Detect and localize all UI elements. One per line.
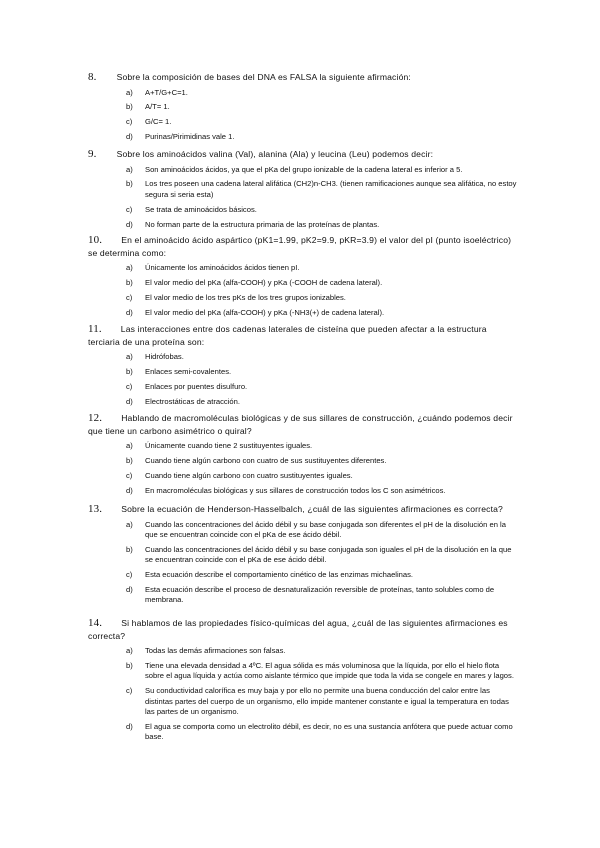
option-text: En macromoléculas biológicas y sus sillares de construcción todos los C son asimétricos. [145, 485, 446, 495]
option-text: Cuando tiene algún carbono con cuatro de sus sustituyentes diferentes. [145, 456, 387, 466]
option-d [88, 486, 518, 496]
option-d [88, 220, 518, 230]
option-c [88, 293, 518, 303]
option-b [88, 179, 518, 200]
option-b [88, 278, 518, 288]
question-text: En el aminoácido ácido aspártico (pK1=1.99, pK2=9.9, pKR=3.9) el valor del pI (punto isoeléctrico) se determina como: [88, 235, 512, 258]
question-text: Las interacciones entre dos cadenas laterales de cisteína que pueden afectar a la estructura terciaria de una proteína son: [88, 324, 487, 347]
option-text: Cuando las concentraciones del ácido débil y su base conjugada son iguales el pH de la disolución en la que se encuentran coincide con el pKa de ese ácido débil. [145, 544, 512, 565]
question-stem [88, 412, 518, 437]
option-text: Enlaces semi-covalentes. [145, 367, 232, 377]
option-text: Únicamente los aminoácidos ácidos tienen pI. [145, 263, 300, 273]
option-b [88, 367, 518, 377]
question-stem [88, 71, 518, 84]
option-text: Únicamente cuando tiene 2 sustituyentes iguales. [145, 441, 313, 451]
option-text: Se trata de aminoácidos básicos. [145, 204, 257, 214]
question-9 [88, 148, 518, 234]
option-c [88, 382, 518, 392]
option-text: Hidrófobas. [145, 352, 184, 362]
option-letter: c) [126, 381, 133, 391]
question-number: 13. [88, 503, 103, 515]
option-d [88, 132, 518, 142]
question-text: Si hablamos de las propiedades físico-químicas del agua, ¿cuál de las siguientes afirmaciones es correcta? [88, 618, 508, 641]
question-number: 11. [88, 323, 102, 335]
option-text: Son aminoácidos ácidos, ya que el pKa del grupo ionizable de la cadena lateral es inferior a 5. [145, 164, 463, 174]
question-13 [88, 503, 518, 610]
option-b [88, 545, 518, 566]
question-text: Hablando de macromoléculas biológicas y de sus sillares de construcción, ¿cuándo podemos decir que tiene un carbono asimétrico o quiral? [88, 413, 513, 436]
option-text: G/C= 1. [145, 117, 172, 127]
option-b [88, 456, 518, 466]
option-letter: c) [126, 470, 133, 480]
option-letter: b) [126, 102, 133, 112]
option-text: Purinas/Pirimidinas vale 1. [145, 132, 235, 142]
question-number: 14. [88, 617, 103, 629]
question-number: 12. [88, 412, 103, 424]
option-a [88, 441, 518, 451]
option-text: Cuando tiene algún carbono con cuatro sustituyentes iguales. [145, 470, 353, 480]
question-number: 9. [88, 148, 97, 160]
option-letter: b) [126, 544, 133, 554]
option-letter: a) [126, 646, 133, 656]
question-14 [88, 617, 518, 747]
option-d [88, 397, 518, 407]
option-letter: b) [126, 367, 133, 377]
option-text: Esta ecuación describe el proceso de desnaturalización reversible de proteínas, tanto solubles como de membrana. [145, 584, 495, 605]
question-stem [88, 503, 518, 516]
option-text: Esta ecuación describe el comportamiento cinético de las enzimas michaelinas. [145, 569, 414, 579]
option-c [88, 686, 518, 717]
option-text: A+T/G+C=1. [145, 87, 188, 97]
option-c [88, 117, 518, 127]
option-a [88, 520, 518, 541]
question-stem [88, 148, 518, 161]
option-a [88, 646, 518, 656]
option-letter: b) [126, 661, 133, 671]
question-11 [88, 323, 518, 412]
option-c [88, 205, 518, 215]
option-text: Electrostáticas de atracción. [145, 396, 240, 406]
question-12 [88, 412, 518, 501]
option-b [88, 102, 518, 112]
option-letter: a) [126, 263, 133, 273]
question-10 [88, 234, 518, 323]
option-d [88, 722, 518, 743]
question-8 [88, 71, 518, 147]
option-letter: b) [126, 278, 133, 288]
question-number: 10. [88, 234, 103, 246]
option-c [88, 570, 518, 580]
option-letter: c) [126, 117, 133, 127]
option-text: Tiene una elevada densidad a 4ºC. El agua sólida es más voluminosa que la líquida, por ello el hielo flota sobre el agua líquida y actúa como aislante térmico que impide que toda la vida se congele en mares y lagos. [145, 661, 514, 681]
question-stem [88, 323, 518, 348]
option-letter: a) [126, 441, 133, 451]
option-letter: c) [126, 204, 133, 214]
option-letter: d) [126, 307, 133, 317]
option-a [88, 165, 518, 175]
option-a [88, 263, 518, 273]
option-letter: c) [126, 292, 133, 302]
option-text: Los tres poseen una cadena lateral alifática (CH2)n-CH3. (tienen ramificaciones aunque sea alifática, no estoy segura si seria esta) [145, 179, 517, 199]
option-d [88, 308, 518, 318]
option-text: El valor medio del pKa (alfa-COOH) y pKa (-NH3(+) de cadena lateral). [145, 307, 385, 317]
option-letter: d) [126, 584, 133, 594]
option-a [88, 88, 518, 98]
option-letter: a) [126, 352, 133, 362]
option-text: No forman parte de la estructura primaria de las proteínas de plantas. [145, 219, 380, 229]
option-text: A/T= 1. [145, 102, 170, 112]
option-text: Cuando las concentraciones del ácido débil y su base conjugada son diferentes el pH de la disolución en la que se encuentran coincide con el pKa de ese ácido débil. [145, 519, 506, 539]
question-stem [88, 617, 518, 642]
option-letter: a) [126, 519, 133, 529]
question-text: Sobre la composición de bases del DNA es FALSA la siguiente afirmación: [116, 72, 411, 82]
option-letter: d) [126, 132, 133, 142]
option-c [88, 471, 518, 481]
option-letter: a) [126, 164, 133, 174]
option-letter: c) [126, 686, 133, 696]
option-a [88, 352, 518, 362]
option-letter: d) [126, 485, 133, 495]
option-text: Enlaces por puentes disulfuro. [145, 381, 248, 391]
option-letter: a) [126, 87, 133, 97]
option-text: Su conductividad calorífica es muy baja y por ello no permite una buena conducción del calor entre las distintas partes del cuerpo de un organismo, ello impide mantener constante e igual la temperatura en todas las partes de un organismo. [145, 686, 509, 716]
option-text: El agua se comporta como un electrolito débil, es decir, no es una sustancia anfótera que puede actuar como base. [145, 721, 513, 742]
question-stem [88, 234, 518, 259]
option-text: El valor medio de los tres pKs de los tres grupos ionizables. [145, 292, 346, 302]
option-letter: d) [126, 219, 133, 229]
question-text: Sobre la ecuación de Henderson-Hasselbalch, ¿cuál de las siguientes afirmaciones es correcta? [121, 504, 503, 514]
option-letter: d) [126, 396, 133, 406]
option-letter: b) [126, 179, 133, 189]
option-letter: b) [126, 456, 133, 466]
option-d [88, 585, 518, 606]
option-b [88, 661, 518, 682]
option-letter: c) [126, 569, 133, 579]
option-letter: d) [126, 721, 133, 731]
option-text: El valor medio del pKa (alfa-COOH) y pKa (-COOH de cadena lateral). [145, 278, 383, 288]
question-number: 8. [88, 71, 97, 83]
question-text: Sobre los aminoácidos valina (Val), alanina (Ala) y leucina (Leu) podemos decir: [116, 149, 434, 159]
option-text: Todas las demás afirmaciones son falsas. [145, 646, 286, 656]
